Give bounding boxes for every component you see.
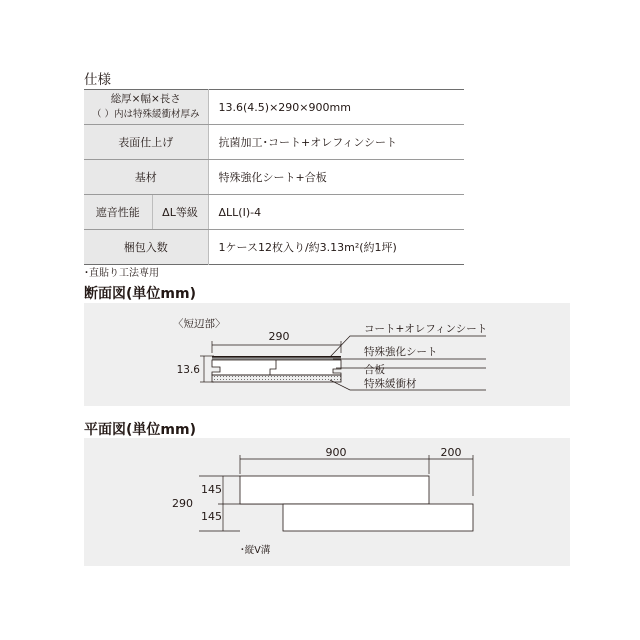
size-label-note: （ ）内は特殊緩衝材厚み	[91, 109, 200, 120]
size-value: 13.6(4.5)×290×900mm	[208, 90, 464, 125]
total-width-label: 290	[172, 497, 193, 510]
package-label: 梱包入数	[84, 230, 208, 265]
section-caption: 〈短辺部〉	[173, 318, 226, 330]
size-label-main: 総厚×幅×長さ	[110, 93, 181, 105]
base-value: 特殊強化シート+合板	[208, 160, 464, 195]
sound-label: 遮音性能	[84, 195, 152, 230]
layer-label-reinforced: 特殊強化シート	[364, 346, 438, 358]
strip-dim-label-bottom: 145	[201, 510, 222, 523]
plan-title: 平面図(単位mm)	[84, 422, 196, 438]
layer-label-plywood: 合板	[364, 364, 385, 376]
finish-label: 表面仕上げ	[84, 125, 208, 160]
board-strip-top	[240, 476, 429, 504]
thickness-dim-label: 13.6	[176, 364, 200, 376]
groove-note: ･縦V溝	[240, 545, 271, 556]
package-value: 1ケース12枚入り/約3.13m²(約1坪)	[218, 241, 397, 254]
sound-value: ΔLL(I)-4	[208, 195, 464, 230]
board-strip-bottom	[283, 504, 473, 531]
base-label: 基材	[84, 160, 208, 195]
length-dim-label: 900	[325, 446, 347, 459]
offset-dim-label: 200	[440, 446, 462, 459]
layer-label-coat: コート+オレフィンシート	[364, 323, 488, 335]
strip-dim-label-top: 145	[201, 483, 222, 496]
sound-sublabel: ΔL等級	[152, 195, 208, 230]
spec-title: 仕様	[84, 72, 111, 88]
width-dim-label: 290	[268, 330, 290, 343]
section-title: 断面図(単位mm)	[84, 286, 196, 302]
finish-value: 抗菌加工･コート+オレフィンシート	[208, 125, 464, 160]
layer-label-cushion: 特殊緩衝材	[364, 378, 417, 390]
method-note: ･直貼り工法専用	[84, 268, 159, 279]
